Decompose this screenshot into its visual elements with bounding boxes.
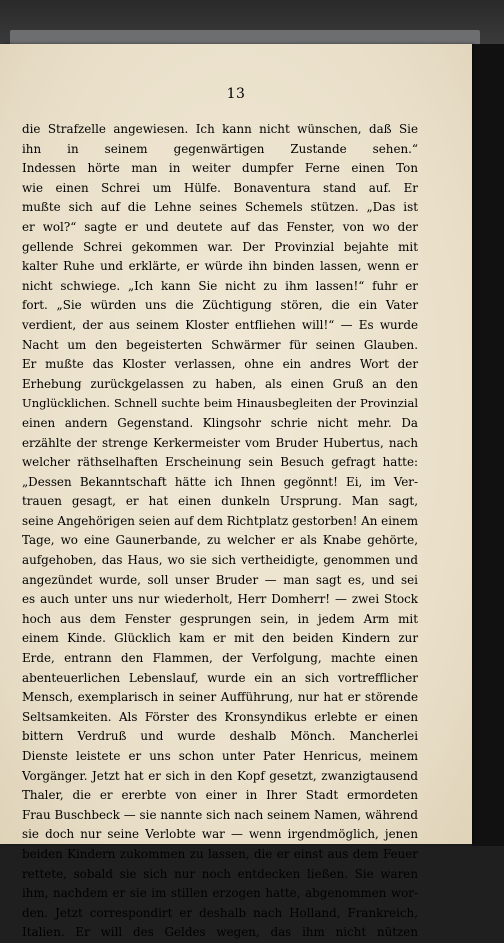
text-line: er wol?“ sagte er und deutete auf das Fenster, von wo der <box>22 219 418 234</box>
text-line: abenteuerlichen Lebenslauf, wurde ein an sich vortrefflicher <box>22 670 418 685</box>
text-line: aufgehoben, das Haus, wo sie sich vertheidigte, genommen und <box>22 553 418 568</box>
text-line: Seltsamkeiten. Als Förster des Kronsyndikus erlebte er einen <box>22 709 418 724</box>
text-line: wie einen Schrei um Hülfe. Bonaventura stand auf. Er <box>22 180 418 195</box>
text-line: mußte sich auf die Lehne seines Schemels stützen. „Das ist <box>22 200 418 215</box>
text-line: Unglücklichen. Schnell suchte beim Hinausbegleiten der Provinzial <box>22 396 418 411</box>
text-line: die Strafzelle angewiesen. Ich kann nicht wünschen, daß Sie <box>22 122 418 136</box>
text-line: fort. „Sie würden uns die Züchtigung stören, die ein Vater <box>22 298 418 313</box>
text-line: Indessen hörte man in weiter dumpfer Ferne einen Ton <box>22 161 418 176</box>
text-line: Er mußte das Kloster verlassen, ohne ein andres Wort der <box>22 357 418 372</box>
text-line: Italien. Er will des Geldes wegen, das ihm nicht nützen <box>22 925 418 940</box>
text-line: seine Angehörigen seien auf dem Richtplatz gestorben! An einem <box>22 513 418 528</box>
text-line: verdient, der aus seinem Kloster entfliehen will!“ — Es wurde <box>22 317 418 332</box>
text-line: sie doch nur seine Verlobte war — wenn irgendmöglich, jenen <box>22 827 418 842</box>
page-edge-shadow <box>472 44 504 846</box>
text-line: Erde, entrann den Flammen, der Verfolgung, machte einen <box>22 651 418 666</box>
text-line: Vorgänger. Jetzt hat er sich in den Kopf gesetzt, zwanzigtausend <box>22 768 418 783</box>
text-line: Tage, wo eine Gaunerbande, zu welcher er als Knabe gehörte, <box>22 533 418 548</box>
text-line: Frau Buschbeck — sie nannte sich nach seinem Namen, während <box>22 807 418 822</box>
text-line: hoch aus dem Fenster gesprungen sein, in jedem Arm mit <box>22 611 418 626</box>
text-line: Erhebung zurückgelassen zu haben, als einen Gruß an den <box>22 376 418 391</box>
text-line: Mensch, exemplarisch in seiner Aufführung, nur hat er störende <box>22 690 418 705</box>
text-line: Dienste leistete er uns schon unter Pater Henricus, meinem <box>22 749 418 763</box>
text-line: beiden Kindern zukommen zu lassen, die er einst aus dem Feuer <box>22 846 418 861</box>
text-line: trauen gesagt, er hat einen dunkeln Ursprung. Man sagt, <box>22 494 418 509</box>
text-line: angezündet wurde, soll unser Bruder — man sagt es, und sei <box>22 572 418 587</box>
text-line: bittern Verdruß und wurde deshalb Mönch. Mancherlei <box>22 729 418 744</box>
text-line: einem Kinde. Glücklich kam er mit den beiden Kindern zur <box>22 631 418 646</box>
text-line: ihn in seinem gegenwärtigen Zustande sehen.“ <box>22 141 418 156</box>
text-line: welcher räthselhaften Erscheinung sein Besuch gefragt hatte: <box>22 455 418 470</box>
text-line: kalter Ruhe und erklärte, er würde ihn binden lassen, wenn er <box>22 259 418 274</box>
text-line: Thaler, die er ererbte von einer in Ihrer Stadt ermordeten <box>22 788 418 803</box>
text-line: ihm, nachdem er sie im stillen erzogen hatte, abgenommen wor- <box>22 886 418 901</box>
text-line: es auch unter uns nur wiederholt, Herr Domherr! — zwei Stock <box>22 592 418 607</box>
text-line: rettete, sobald sie sich nur noch entdecken ließen. Sie waren <box>22 866 418 881</box>
text-line: den. Jetzt correspondirt er deshalb nach Holland, Frankreich, <box>22 905 418 920</box>
text-line: einen andern Gegenstand. Klingsohr schrie nicht mehr. Da <box>22 415 418 430</box>
page-number: 13 <box>226 86 246 102</box>
page-body-text <box>22 120 418 943</box>
text-line: gellende Schrei gekommen war. Der Provinzial bejahte mit <box>22 239 418 254</box>
text-line: nicht schwiege. „Ich kann Sie nicht zu ihm lassen!“ fuhr er <box>22 278 418 293</box>
text-line: Nacht um den begeisterten Schwärmer für seinen Glauben. <box>22 337 418 352</box>
text-line: erzählte der strenge Kerkermeister vom Bruder Hubertus, nach <box>22 435 418 450</box>
text-line: „Dessen Bekanntschaft hätte ich Ihnen gegönnt! Ei, im Ver- <box>22 474 418 489</box>
